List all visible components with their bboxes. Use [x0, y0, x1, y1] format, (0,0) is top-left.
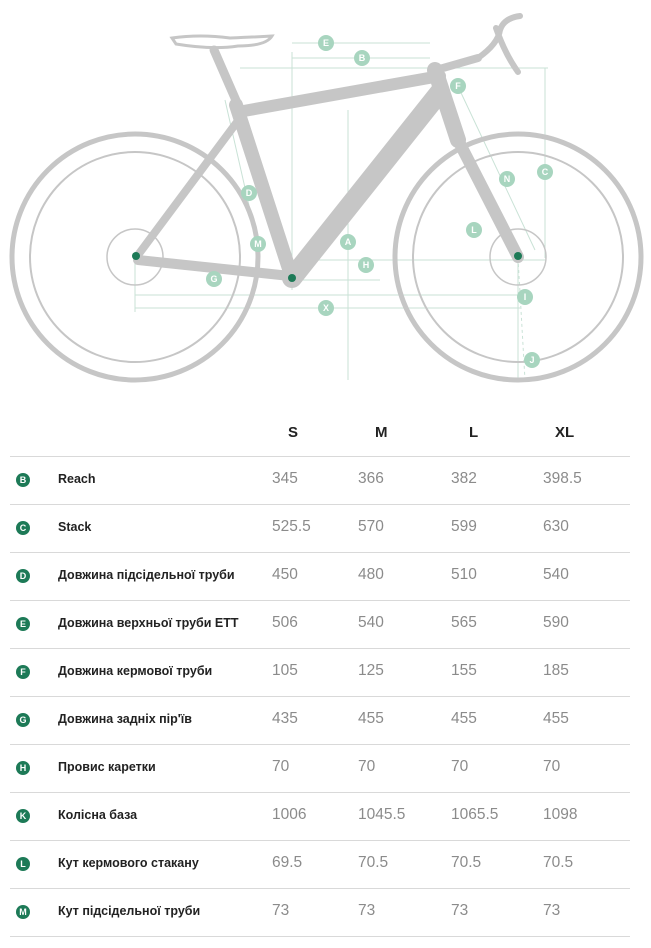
- row-label: Stack: [58, 520, 92, 534]
- value-s: 1006: [272, 806, 307, 823]
- svg-text:D: D: [245, 188, 253, 198]
- row-code-badge: F: [16, 665, 30, 679]
- value-xl: 540: [543, 566, 569, 583]
- table-row: [10, 553, 630, 601]
- row-code-badge: K: [16, 809, 30, 823]
- size-header-xl: XL: [555, 424, 575, 441]
- value-l: 565: [451, 614, 477, 631]
- value-l: 455: [451, 710, 477, 727]
- row-label: Провис каретки: [58, 760, 156, 774]
- row-label: Довжина підсідельної труби: [58, 568, 235, 582]
- value-l: 70: [451, 758, 469, 775]
- svg-text:J: J: [529, 355, 535, 365]
- value-m: 70: [358, 758, 376, 775]
- row-code-badge: B: [16, 473, 30, 487]
- value-xl: 73: [543, 902, 561, 919]
- svg-text:N: N: [503, 174, 511, 184]
- svg-text:H: H: [362, 260, 370, 270]
- value-xl: 455: [543, 710, 569, 727]
- table-row: [10, 649, 630, 697]
- size-header-m: M: [375, 424, 388, 441]
- marker-b: [354, 50, 370, 66]
- table-row: [10, 697, 630, 745]
- row-label: Довжина кермової труби: [58, 664, 213, 678]
- row-code-badge: G: [16, 713, 30, 727]
- table-row: [10, 505, 630, 553]
- row-code-badge: L: [16, 857, 30, 871]
- size-header-s: S: [288, 424, 299, 441]
- value-m: 366: [358, 470, 384, 487]
- table-row: [10, 457, 630, 505]
- value-s: 105: [272, 662, 298, 679]
- saddle: [172, 36, 272, 48]
- value-xl: 70: [543, 758, 561, 775]
- front-axle-point: [514, 252, 522, 260]
- row-label: Довжина верхньої труби ETT: [58, 616, 239, 630]
- bike-geometry-diagram: [0, 0, 651, 392]
- table-row: [10, 745, 630, 793]
- value-l: 510: [451, 566, 477, 583]
- row-code-badge: D: [16, 569, 30, 583]
- value-l: 1065.5: [451, 806, 499, 823]
- value-xl: 70.5: [543, 854, 574, 871]
- marker-c: [537, 164, 553, 180]
- value-m: 70.5: [358, 854, 389, 871]
- marker-d: [241, 185, 257, 201]
- value-s: 73: [272, 902, 290, 919]
- seatpost: [214, 50, 238, 105]
- svg-text:B: B: [358, 53, 366, 63]
- value-m: 73: [358, 902, 376, 919]
- row-label: Колісна база: [58, 808, 138, 822]
- value-xl: 630: [543, 518, 569, 535]
- value-xl: 398.5: [543, 470, 582, 487]
- row-code-badge: C: [16, 521, 30, 535]
- value-m: 540: [358, 614, 384, 631]
- size-header-l: L: [469, 424, 479, 441]
- svg-text:F: F: [455, 81, 461, 91]
- value-s: 506: [272, 614, 298, 631]
- value-s: 345: [272, 470, 298, 487]
- marker-i: [517, 289, 533, 305]
- svg-text:C: C: [541, 167, 549, 177]
- marker-j: [524, 352, 540, 368]
- handlebar: [478, 16, 520, 72]
- value-xl: 590: [543, 614, 569, 631]
- marker-g: [206, 271, 222, 287]
- value-l: 73: [451, 902, 469, 919]
- table-row: [10, 889, 630, 937]
- marker-h: [358, 257, 374, 273]
- row-code-badge: M: [16, 905, 30, 919]
- bottom-bracket-point: [288, 274, 296, 282]
- top-tube: [238, 76, 440, 112]
- value-m: 1045.5: [358, 806, 406, 823]
- svg-text:L: L: [471, 225, 477, 235]
- marker-m: [250, 236, 266, 252]
- row-code-badge: E: [16, 617, 30, 631]
- size-header-row: [10, 408, 630, 457]
- value-s: 435: [272, 710, 298, 727]
- value-s: 525.5: [272, 518, 311, 535]
- svg-text:G: G: [210, 274, 218, 284]
- value-l: 382: [451, 470, 477, 487]
- svg-text:X: X: [322, 303, 330, 313]
- marker-x: [318, 300, 334, 316]
- row-label: Кут кермового стакану: [58, 856, 199, 870]
- row-label: Довжина задніх пір'їв: [58, 712, 192, 726]
- svg-text:E: E: [322, 38, 330, 48]
- value-s: 70: [272, 758, 290, 775]
- svg-text:M: M: [254, 239, 262, 249]
- value-l: 599: [451, 518, 477, 535]
- svg-text:I: I: [523, 292, 527, 302]
- row-code-badge: H: [16, 761, 30, 775]
- table-row: [10, 793, 630, 841]
- value-l: 155: [451, 662, 477, 679]
- svg-text:A: A: [344, 237, 352, 247]
- value-s: 69.5: [272, 854, 303, 871]
- row-label: Кут підсідельної труби: [58, 904, 201, 918]
- value-m: 455: [358, 710, 384, 727]
- value-m: 125: [358, 662, 384, 679]
- value-l: 70.5: [451, 854, 482, 871]
- marker-a: [340, 234, 356, 250]
- rear-axle-point: [132, 252, 140, 260]
- marker-e: [318, 35, 334, 51]
- value-s: 450: [272, 566, 298, 583]
- table-row: [10, 841, 630, 889]
- value-xl: 185: [543, 662, 569, 679]
- geometry-table: [10, 408, 630, 937]
- marker-n: [499, 171, 515, 187]
- fork: [458, 140, 518, 257]
- value-m: 570: [358, 518, 384, 535]
- value-m: 480: [358, 566, 384, 583]
- table-row: [10, 601, 630, 649]
- seat-stay: [138, 118, 240, 255]
- value-xl: 1098: [543, 806, 578, 823]
- marker-l: [466, 222, 482, 238]
- row-label: Reach: [58, 472, 96, 486]
- marker-f: [450, 78, 466, 94]
